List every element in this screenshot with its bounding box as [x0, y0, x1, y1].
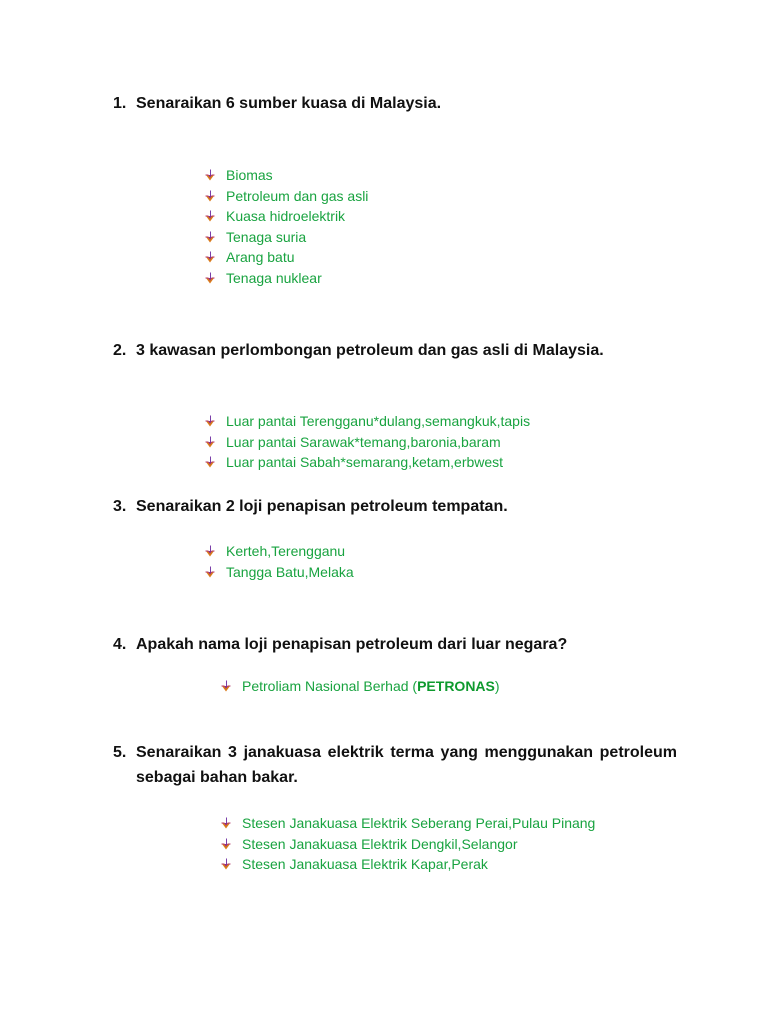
- arrow-bullet-icon: [204, 545, 216, 557]
- arrow-bullet-icon: [204, 210, 216, 222]
- list-item: Luar pantai Sabah*semarang,ketam,erbwest: [204, 452, 530, 473]
- question-1: [113, 91, 677, 116]
- list-item: Tenaga nuklear: [204, 268, 368, 289]
- question-text: Senaraikan 6 sumber kuasa di Malaysia.: [136, 95, 442, 112]
- question-5: [113, 740, 677, 790]
- question-3: [113, 494, 677, 519]
- answer-list-2: [204, 411, 530, 473]
- question-text: Senaraikan 3 janakuasa elektrik terma yang menggunakan petroleum sebagai bahan bakar.: [136, 744, 677, 786]
- list-item: Biomas: [204, 165, 368, 186]
- answer-list-1: [204, 165, 368, 288]
- list-item: Petroliam Nasional Berhad (PETRONAS): [220, 676, 500, 697]
- question-text: Apakah nama loji penapisan petroleum dari luar negara?: [136, 636, 568, 653]
- list-item: Kuasa hidroelektrik: [204, 206, 368, 227]
- answer-list-4: [220, 676, 500, 697]
- question-4: [113, 632, 677, 657]
- list-item: Stesen Janakuasa Elektrik Seberang Perai,Pulau Pinang: [220, 813, 595, 834]
- list-item: Tenaga suria: [204, 227, 368, 248]
- list-item: Tangga Batu,Melaka: [204, 562, 354, 583]
- list-item: Luar pantai Sarawak*temang,baronia,baram: [204, 432, 530, 453]
- arrow-bullet-icon: [204, 231, 216, 243]
- question-number: 2.: [113, 342, 127, 359]
- list-item: Kerteh,Terengganu: [204, 541, 354, 562]
- list-item: Arang batu: [204, 247, 368, 268]
- question-number: 5.: [113, 744, 127, 761]
- question-number: 1.: [113, 95, 127, 112]
- list-item: Petroleum dan gas asli: [204, 186, 368, 207]
- arrow-bullet-icon: [220, 858, 232, 870]
- arrow-bullet-icon: [204, 190, 216, 202]
- arrow-bullet-icon: [220, 680, 232, 692]
- arrow-bullet-icon: [204, 456, 216, 468]
- arrow-bullet-icon: [204, 169, 216, 181]
- question-number: 3.: [113, 498, 127, 515]
- arrow-bullet-icon: [220, 817, 232, 829]
- arrow-bullet-icon: [204, 272, 216, 284]
- arrow-bullet-icon: [204, 251, 216, 263]
- answer-list-5: [220, 813, 595, 875]
- question-number: 4.: [113, 636, 127, 653]
- list-item: Stesen Janakuasa Elektrik Dengkil,Selangor: [220, 834, 595, 855]
- question-text: Senaraikan 2 loji penapisan petroleum tempatan.: [136, 498, 508, 515]
- arrow-bullet-icon: [204, 415, 216, 427]
- petronas-abbreviation: PETRONAS: [417, 678, 495, 694]
- answer-list-3: [204, 541, 354, 582]
- list-item: Luar pantai Terengganu*dulang,semangkuk,tapis: [204, 411, 530, 432]
- arrow-bullet-icon: [204, 436, 216, 448]
- arrow-bullet-icon: [220, 838, 232, 850]
- question-text: 3 kawasan perlombongan petroleum dan gas asli di Malaysia.: [136, 342, 604, 359]
- list-item: Stesen Janakuasa Elektrik Kapar,Perak: [220, 854, 595, 875]
- arrow-bullet-icon: [204, 566, 216, 578]
- question-2: [113, 338, 677, 363]
